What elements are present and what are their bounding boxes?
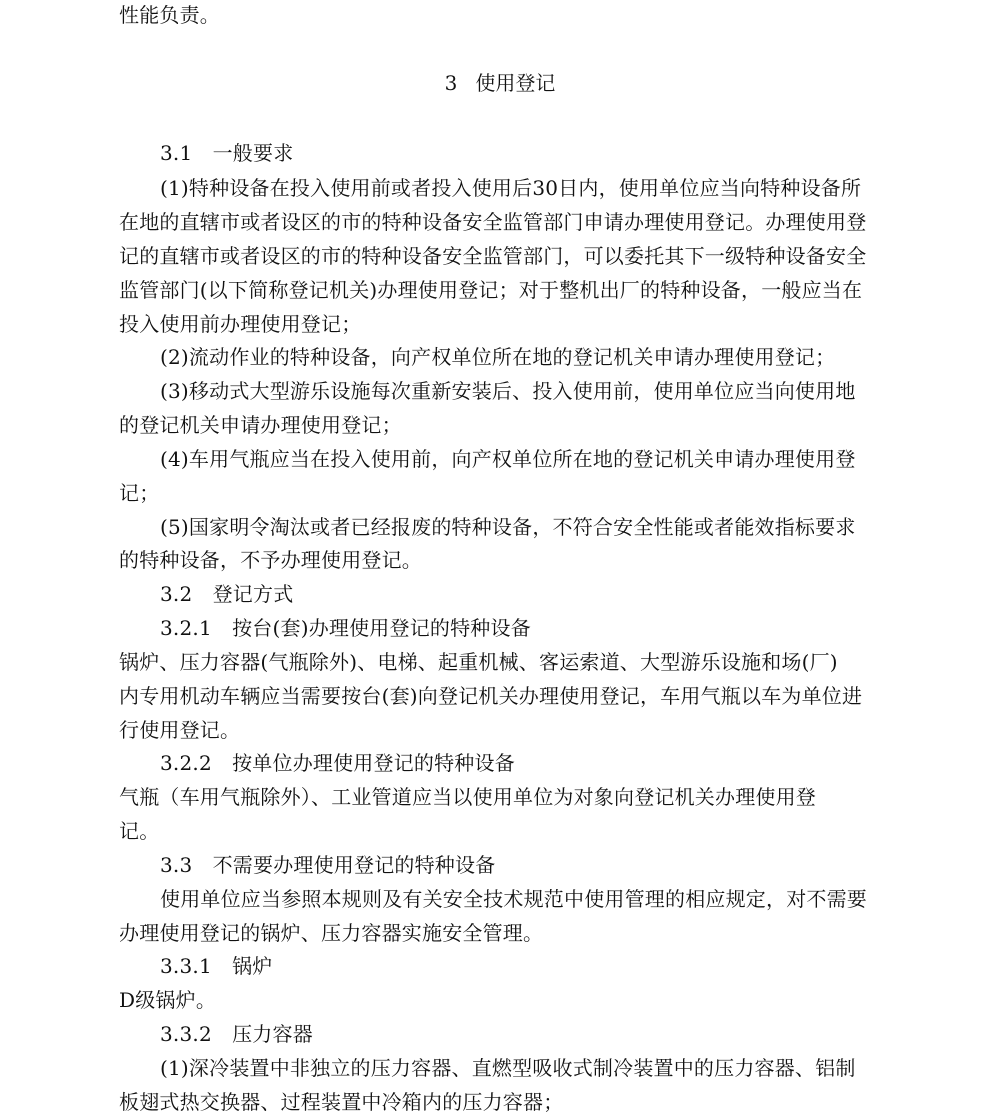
paragraph-line: 板翅式热交换器、过程装置中冷箱内的压力容器； <box>119 1090 564 1114</box>
paragraph-line: D级锅炉。 <box>119 988 217 1012</box>
paragraph-line: 使用单位应当参照本规则及有关安全技术规范中使用管理的相应规定，对不需要 <box>160 887 867 911</box>
section-title: 使用登记 <box>475 71 556 95</box>
paragraph-line: 投入使用前办理使用登记； <box>119 312 362 336</box>
section-number: 3 <box>444 71 458 95</box>
paragraph-line: (4)车用气瓶应当在投入使用前，向产权单位所在地的登记机关申请办理使用登 <box>160 447 856 471</box>
paragraph-line: 内专用机动车辆应当需要按台(套)向登记机关办理使用登记，车用气瓶以车为单位进 <box>119 684 863 708</box>
subsection-heading-3-2-1: 3.2.1 按台(套)办理使用登记的特种设备 <box>160 616 531 640</box>
paragraph-line: 行使用登记。 <box>119 718 241 742</box>
subsection-heading-3-1: 3.1 一般要求 <box>160 141 294 165</box>
paragraph-line: 的登记机关申请办理使用登记； <box>119 413 402 437</box>
paragraph-line: 在地的直辖市或者设区的市的特种设备安全监管部门申请办理使用登记。办理使用登 <box>119 210 867 234</box>
section-heading <box>0 70 1000 96</box>
paragraph-line: 办理使用登记的锅炉、压力容器实施安全管理。 <box>119 921 544 945</box>
paragraph-line: (2)流动作业的特种设备，向产权单位所在地的登记机关申请办理使用登记； <box>160 345 836 369</box>
paragraph-line: 的特种设备，不予办理使用登记。 <box>119 548 422 572</box>
continuation-text: 性能负责。 <box>119 3 220 27</box>
subsection-heading-3-2: 3.2 登记方式 <box>160 582 294 606</box>
paragraph-line: (1)特种设备在投入使用前或者投入使用后30日内，使用单位应当向特种设备所 <box>160 176 862 200</box>
paragraph-line: 记； <box>119 481 160 505</box>
subsection-heading-3-3: 3.3 不需要办理使用登记的特种设备 <box>160 853 496 877</box>
subsection-heading-3-3-1: 3.3.1 锅炉 <box>160 954 273 978</box>
paragraph-line: (1)深冷装置中非独立的压力容器、直燃型吸收式制冷装置中的压力容器、铝制 <box>160 1056 856 1080</box>
paragraph-line: 记的直辖市或者设区的市的特种设备安全监管部门，可以委托其下一级特种设备安全 <box>119 244 867 268</box>
paragraph-line: 监管部门(以下简称登记机关)办理使用登记；对于整机出厂的特种设备，一般应当在 <box>119 278 863 302</box>
paragraph-line: 气瓶（车用气瓶除外）、工业管道应当以使用单位为对象向登记机关办理使用登 <box>119 785 816 809</box>
subsection-heading-3-2-2: 3.2.2 按单位办理使用登记的特种设备 <box>160 751 515 775</box>
subsection-heading-3-3-2: 3.3.2 压力容器 <box>160 1022 313 1046</box>
paragraph-line: 记。 <box>119 819 160 843</box>
paragraph-line: (3)移动式大型游乐设施每次重新安装后、投入使用前，使用单位应当向使用地 <box>160 379 856 403</box>
paragraph-line: 锅炉、压力容器(气瓶除外)、电梯、起重机械、客运索道、大型游乐设施和场(厂) <box>119 650 838 674</box>
paragraph-line: (5)国家明令淘汰或者已经报废的特种设备，不符合安全性能或者能效指标要求 <box>160 515 856 539</box>
